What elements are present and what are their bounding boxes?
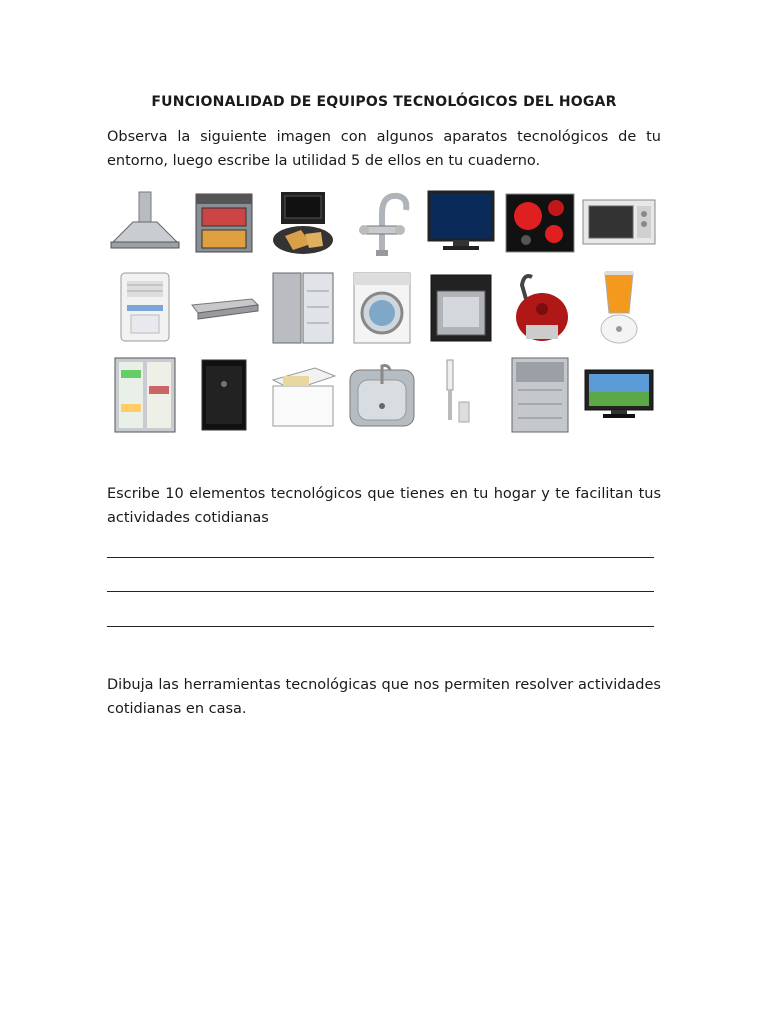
built-in-oven-icon [421,267,501,349]
instruction-observe: Observa la siguiente imagen con algunos aparatos tecnológicos de tu entorno, luego escribe la utilidad 5 de ellos en tu cuaderno. [107,129,661,169]
flat-tv-icon [421,182,501,264]
air-cooler-icon [105,267,185,349]
fridge-icon [263,267,343,349]
dvd-player-icon [184,267,264,349]
answer-line[interactable] [107,591,654,592]
range-hood-icon [105,182,185,264]
answer-line[interactable] [107,557,654,558]
double-door-fridge-icon [105,354,185,436]
answer-line[interactable] [107,626,654,627]
instruction-write-ten: Escribe 10 elementos tecnológicos que tienes en tu hogar y te facilitan tus actividades cotidianas [107,486,661,526]
sink-icon [342,354,422,436]
oven-icon [184,182,264,264]
drawing-area[interactable] [107,730,661,990]
sandwich-maker-icon [263,182,343,264]
chest-freezer-icon [263,354,343,436]
faucet-icon [342,182,422,264]
wine-cooler-icon [184,354,264,436]
blender-icon [579,267,659,349]
widescreen-tv-icon [579,354,659,436]
page-title: FUNCIONALIDAD DE EQUIPOS TECNOLÓGICOS DEL HOGAR [151,94,617,110]
cooktop-icon [500,182,580,264]
instruction-draw: Dibuja las herramientas tecnológicas que nos permiten resolver actividades cotidianas en casa. [107,677,661,717]
hand-blender-icon [421,354,501,436]
appliance-image-grid [105,182,660,438]
microwave-icon [579,182,659,264]
washing-machine-icon [342,267,422,349]
dishwasher-icon [500,354,580,436]
vacuum-cleaner-icon [500,267,580,349]
